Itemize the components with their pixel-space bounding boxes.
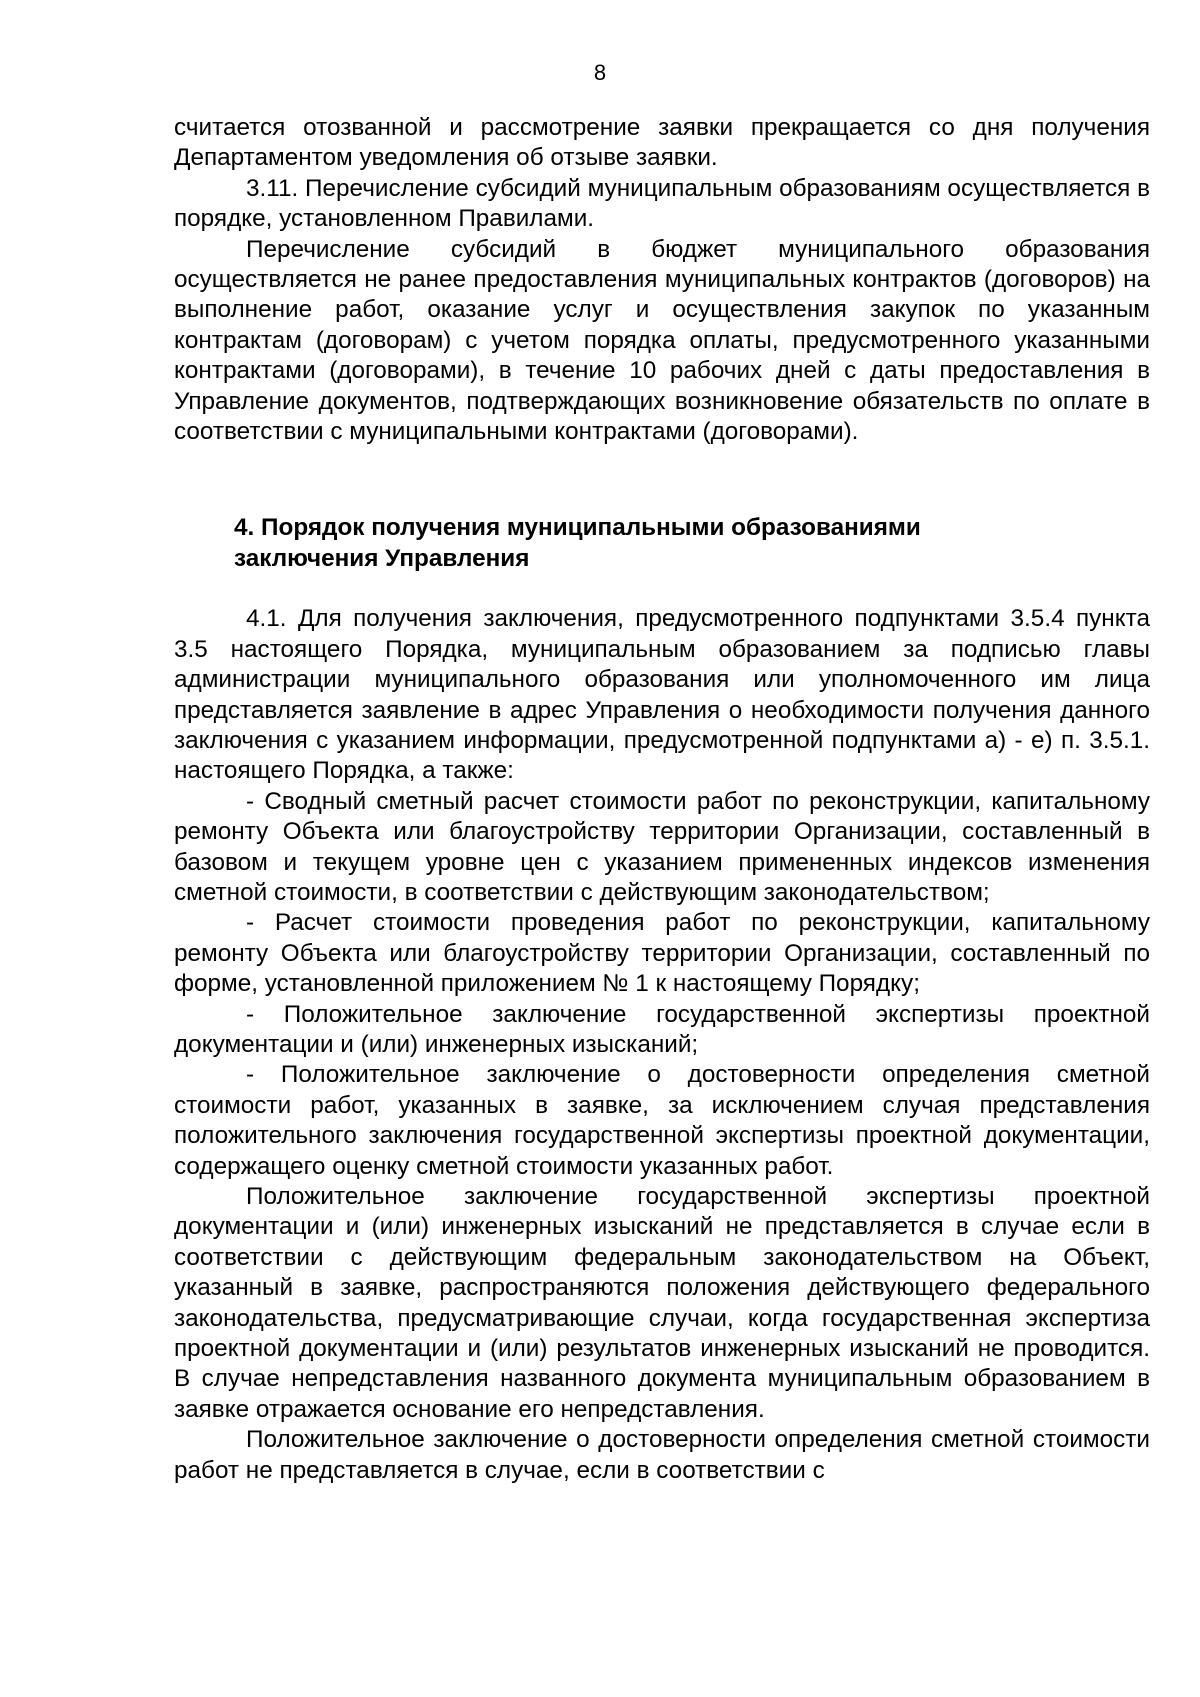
paragraph-4-1: 4.1. Для получения заключения, предусмотренного подпунктами 3.5.4 пункта 3.5 настоящего Порядка, муниципальным образованием за подписью главы администрации муниципального образования или уполномоченного им лица представляется заявление в адрес Управления о необходимости получения данного заключения с указанием информации, предусмотренной подпунктами а) - е) п. 3.5.1. настоящего Порядка, а также: xyxy=(174,605,1150,785)
paragraph-3-11: 3.11. Перечисление субсидий муниципальным образованиям осуществляется в порядке, установленном Правилами. xyxy=(174,174,1150,233)
paragraph-subsidy-transfer: Перечисление субсидий в бюджет муниципального образования осуществляется не ранее предоставления муниципальных контрактов (договоров) на выполнение работ, оказание услуг и осуществления закупок по указанным контрактам (договорам) с учетом порядка оплаты, предусмотренного указанными контрактами (договорами), в течение 10 рабочих дней с даты предоставления в Управление документов, подтверждающих возникновение обязательств по оплате в соответствии с муниципальными контрактами (договорами). xyxy=(174,235,1150,446)
paragraph-reliability-exemption: Положительное заключение о достоверности определения сметной стоимости работ не представляется в случае, если в соответствии с xyxy=(174,1426,1150,1484)
section-title-line-2: заключения Управления xyxy=(234,544,530,572)
list-item-cost-calculation: - Расчет стоимости проведения работ по реконструкции, капитальному ремонту Объекта или благоустройству территории Организации, составленный по форме, установленной приложением № 1 к настоящему Порядку; xyxy=(174,909,1150,998)
section-title-line-1: 4. Порядок получения муниципальными образованиями xyxy=(234,514,921,542)
document-body xyxy=(174,113,1150,1486)
paragraph-continuation: считается отозванной и рассмотрение заявки прекращается со дня получения Департаментом уведомления об отзыве заявки. xyxy=(174,114,1150,172)
page-number: 8 xyxy=(593,60,607,85)
list-item-estimate: - Сводный сметный расчет стоимости работ по реконструкции, капитальному ремонту Объекта или благоустройству территории Организации, составленный в базовом и текущем уровне цен с указанием примененных индексов изменения сметной стоимости, в соответствии с действующим законодательством; xyxy=(174,787,1150,906)
list-item-reliability-conclusion: - Положительное заключение о достоверности определения сметной стоимости работ, указанных в заявке, за исключением случая представления положительного заключения государственной экспертизы проектной документации, содержащего оценку сметной стоимости указанных работ. xyxy=(174,1061,1150,1180)
paragraph-expertise-exemption: Положительное заключение государственной экспертизы проектной документации и (или) инженерных изысканий не представляется в случае если в соответствии с действующим федеральным законодательством на Объект, указанный в заявке, распространяются положения действующего федерального законодательства, предусматривающие случаи, когда государственная экспертиза проектной документации и (или) результатов инженерных изысканий не проводится. В случае непредставления названного документа муниципальным образованием в заявке отражается основание его непредставления. xyxy=(174,1183,1150,1423)
list-item-expertise-conclusion: - Положительное заключение государственной экспертизы проектной документации и (или) инженерных изысканий; xyxy=(174,1000,1150,1058)
